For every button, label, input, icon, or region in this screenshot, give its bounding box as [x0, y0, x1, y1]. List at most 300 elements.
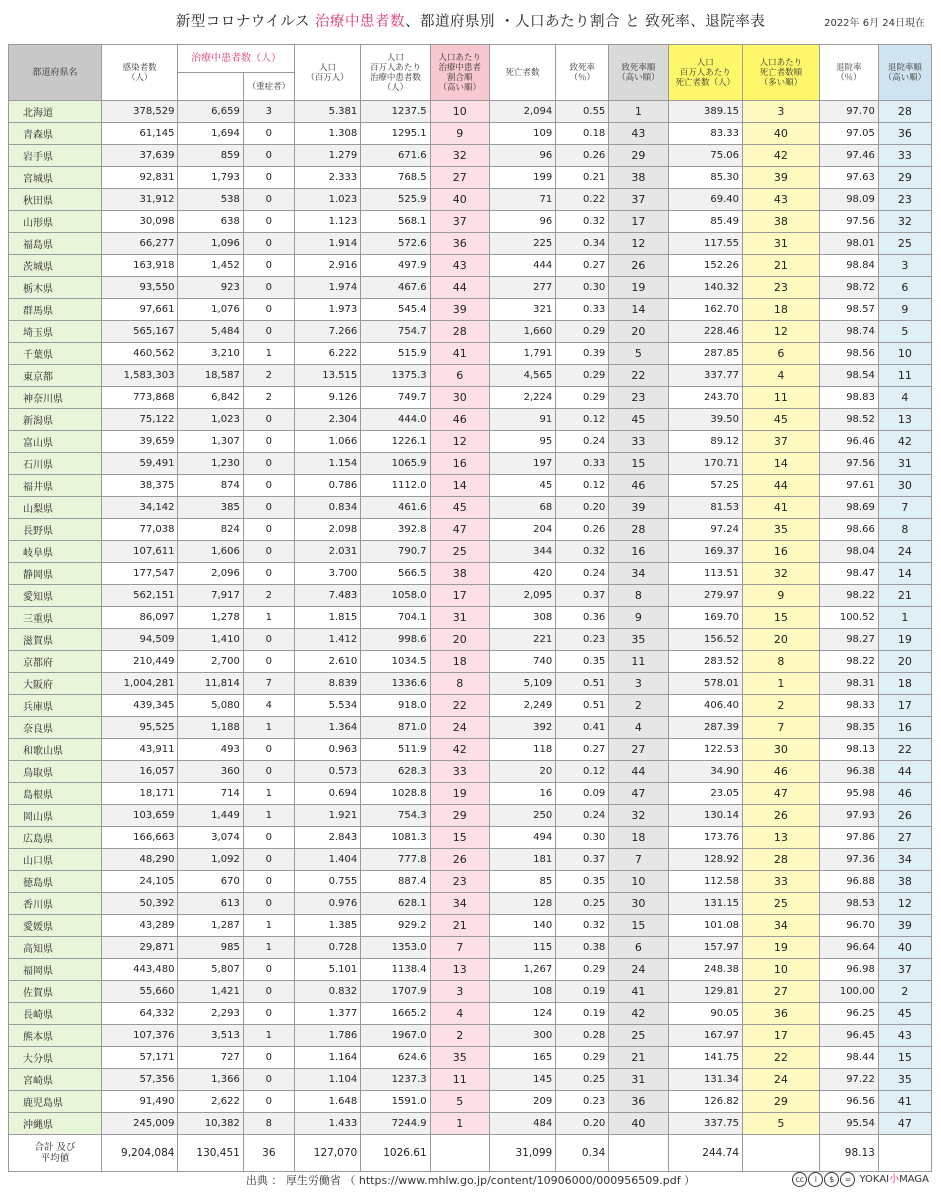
treating-cell: 1,278 [178, 607, 243, 629]
rank-discharge-cell: 34 [878, 849, 931, 871]
infected-cell: 443,480 [101, 959, 178, 981]
fatality-cell: 0.35 [556, 871, 609, 893]
infected-cell: 1,583,303 [101, 365, 178, 387]
severe-cell: 7 [243, 673, 294, 695]
severe-cell: 2 [243, 365, 294, 387]
header-rank-deaths: 人口あたり 死亡者数順 （多い順） [743, 45, 820, 101]
table-row [9, 673, 932, 695]
table-body [9, 101, 932, 1135]
deaths-per-million-cell: 169.37 [668, 541, 743, 563]
table-row [9, 937, 932, 959]
treating-cell: 874 [178, 475, 243, 497]
per-million-cell: 1591.0 [361, 1091, 430, 1113]
discharge-cell: 98.22 [819, 585, 878, 607]
severe-cell: 0 [243, 211, 294, 233]
fatality-cell: 0.12 [556, 475, 609, 497]
rank-discharge-cell: 8 [878, 519, 931, 541]
infected-cell: 86,097 [101, 607, 178, 629]
treating-cell: 1,023 [178, 409, 243, 431]
population-cell: 9.126 [294, 387, 360, 409]
rank-fatality-cell: 38 [609, 167, 668, 189]
pref-cell: 青森県 [9, 123, 102, 145]
discharge-cell: 96.25 [819, 1003, 878, 1025]
severe-cell: 1 [243, 915, 294, 937]
rank-treating-cell: 28 [430, 321, 489, 343]
table-row [9, 1113, 932, 1135]
discharge-cell: 100.00 [819, 981, 878, 1003]
table-row [9, 717, 932, 739]
population-cell: 1.433 [294, 1113, 360, 1135]
rank-fatality-cell: 40 [609, 1113, 668, 1135]
table-row [9, 849, 932, 871]
table-row [9, 343, 932, 365]
table-row [9, 233, 932, 255]
severe-cell: 0 [243, 497, 294, 519]
table-row [9, 189, 932, 211]
rank-discharge-cell: 30 [878, 475, 931, 497]
rank-fatality-cell: 19 [609, 277, 668, 299]
population-cell: 0.786 [294, 475, 360, 497]
rank-discharge-cell: 39 [878, 915, 931, 937]
rank-treating-cell: 31 [430, 607, 489, 629]
infected-cell: 38,375 [101, 475, 178, 497]
discharge-cell: 97.56 [819, 211, 878, 233]
rank-fatality-cell: 28 [609, 519, 668, 541]
fatality-cell: 0.29 [556, 387, 609, 409]
pref-cell: 高知県 [9, 937, 102, 959]
rank-treating-cell: 41 [430, 343, 489, 365]
title-suffix: 、都道府県別 ・人口あたり割合 と 致死率、退院率表 [404, 14, 766, 30]
per-million-cell: 998.6 [361, 629, 430, 651]
fatality-cell: 0.24 [556, 805, 609, 827]
rank-fatality-cell: 8 [609, 585, 668, 607]
deaths-cell: 95 [489, 431, 555, 453]
nc-icon: $ [824, 1172, 839, 1187]
deaths-per-million-cell: 69.40 [668, 189, 743, 211]
pref-cell: 神奈川県 [9, 387, 102, 409]
treating-cell: 1,307 [178, 431, 243, 453]
rank-treating-cell: 11 [430, 1069, 489, 1091]
severe-cell: 0 [243, 189, 294, 211]
cc-icon: cc [792, 1172, 807, 1187]
infected-cell: 24,105 [101, 871, 178, 893]
population-cell: 7.483 [294, 585, 360, 607]
discharge-cell: 98.84 [819, 255, 878, 277]
deaths-cell: 91 [489, 409, 555, 431]
population-cell: 3.700 [294, 563, 360, 585]
pref-cell: 東京都 [9, 365, 102, 387]
rank-discharge-cell: 10 [878, 343, 931, 365]
severe-cell: 0 [243, 233, 294, 255]
discharge-cell: 96.45 [819, 1025, 878, 1047]
total-deaths-per-million: 244.74 [668, 1135, 743, 1172]
fatality-cell: 0.24 [556, 431, 609, 453]
rank-fatality-cell: 6 [609, 937, 668, 959]
rank-discharge-cell: 27 [878, 827, 931, 849]
table-row [9, 1025, 932, 1047]
header-severe: （重症者） [243, 73, 294, 101]
infected-cell: 562,151 [101, 585, 178, 607]
per-million-cell: 568.1 [361, 211, 430, 233]
discharge-cell: 98.13 [819, 739, 878, 761]
deaths-cell: 277 [489, 277, 555, 299]
deaths-cell: 225 [489, 233, 555, 255]
pref-cell: 熊本県 [9, 1025, 102, 1047]
fatality-cell: 0.55 [556, 101, 609, 123]
severe-cell: 0 [243, 1003, 294, 1025]
pref-cell: 宮崎県 [9, 1069, 102, 1091]
rank-fatality-cell: 41 [609, 981, 668, 1003]
population-cell: 1.104 [294, 1069, 360, 1091]
table-row [9, 1047, 932, 1069]
rank-discharge-cell: 38 [878, 871, 931, 893]
rank-treating-cell: 19 [430, 783, 489, 805]
rank-deaths-cell: 27 [743, 981, 820, 1003]
rank-discharge-cell: 45 [878, 1003, 931, 1025]
rank-deaths-cell: 18 [743, 299, 820, 321]
pref-cell: 京都府 [9, 651, 102, 673]
per-million-cell: 1295.1 [361, 123, 430, 145]
discharge-cell: 100.52 [819, 607, 878, 629]
total-empty-1 [430, 1135, 489, 1172]
fatality-cell: 0.32 [556, 915, 609, 937]
table-row [9, 893, 932, 915]
pref-cell: 香川県 [9, 893, 102, 915]
rank-discharge-cell: 9 [878, 299, 931, 321]
rank-discharge-cell: 40 [878, 937, 931, 959]
table-row [9, 541, 932, 563]
per-million-cell: 1112.0 [361, 475, 430, 497]
per-million-cell: 628.1 [361, 893, 430, 915]
deaths-cell: 109 [489, 123, 555, 145]
fatality-cell: 0.23 [556, 629, 609, 651]
severe-cell: 0 [243, 541, 294, 563]
per-million-cell: 1138.4 [361, 959, 430, 981]
deaths-per-million-cell: 90.05 [668, 1003, 743, 1025]
deaths-per-million-cell: 117.55 [668, 233, 743, 255]
population-cell: 0.963 [294, 739, 360, 761]
title-highlight: 治療中患者数 [314, 14, 405, 30]
treating-cell: 2,700 [178, 651, 243, 673]
deaths-cell: 181 [489, 849, 555, 871]
infected-cell: 91,490 [101, 1091, 178, 1113]
rank-deaths-cell: 47 [743, 783, 820, 805]
deaths-per-million-cell: 34.90 [668, 761, 743, 783]
pref-cell: 山梨県 [9, 497, 102, 519]
rank-deaths-cell: 46 [743, 761, 820, 783]
deaths-cell: 1,267 [489, 959, 555, 981]
treating-cell: 10,382 [178, 1113, 243, 1135]
population-cell: 5.101 [294, 959, 360, 981]
rank-treating-cell: 12 [430, 431, 489, 453]
deaths-per-million-cell: 578.01 [668, 673, 743, 695]
deaths-per-million-cell: 85.49 [668, 211, 743, 233]
population-cell: 1.648 [294, 1091, 360, 1113]
fatality-cell: 0.09 [556, 783, 609, 805]
pref-cell: 和歌山県 [9, 739, 102, 761]
per-million-cell: 754.7 [361, 321, 430, 343]
deaths-cell: 1,791 [489, 343, 555, 365]
treating-cell: 1,452 [178, 255, 243, 277]
treating-cell: 2,096 [178, 563, 243, 585]
rank-fatality-cell: 17 [609, 211, 668, 233]
table-row [9, 277, 932, 299]
severe-cell: 0 [243, 519, 294, 541]
deaths-per-million-cell: 131.15 [668, 893, 743, 915]
rank-fatality-cell: 42 [609, 1003, 668, 1025]
population-cell: 1.815 [294, 607, 360, 629]
population-cell: 2.333 [294, 167, 360, 189]
infected-cell: 75,122 [101, 409, 178, 431]
rank-treating-cell: 45 [430, 497, 489, 519]
rank-fatality-cell: 47 [609, 783, 668, 805]
rank-discharge-cell: 7 [878, 497, 931, 519]
deaths-per-million-cell: 39.50 [668, 409, 743, 431]
pref-cell: 長野県 [9, 519, 102, 541]
table-row [9, 409, 932, 431]
rank-deaths-cell: 3 [743, 101, 820, 123]
pref-cell: 佐賀県 [9, 981, 102, 1003]
deaths-cell: 344 [489, 541, 555, 563]
deaths-per-million-cell: 97.24 [668, 519, 743, 541]
discharge-cell: 97.63 [819, 167, 878, 189]
rank-deaths-cell: 31 [743, 233, 820, 255]
table-row [9, 1091, 932, 1113]
population-cell: 1.308 [294, 123, 360, 145]
total-row [9, 1135, 932, 1172]
source-citation: 出典 ： 厚生労働省 （ https://www.mhlw.go.jp/content/10906000/000956509.pdf ） [245, 1174, 696, 1187]
deaths-cell: 2,095 [489, 585, 555, 607]
treating-cell: 5,484 [178, 321, 243, 343]
severe-cell: 0 [243, 277, 294, 299]
infected-cell: 57,356 [101, 1069, 178, 1091]
rank-fatality-cell: 44 [609, 761, 668, 783]
rank-fatality-cell: 31 [609, 1069, 668, 1091]
infected-cell: 16,057 [101, 761, 178, 783]
discharge-cell: 98.22 [819, 651, 878, 673]
pref-cell: 奈良県 [9, 717, 102, 739]
table-row [9, 497, 932, 519]
severe-cell: 0 [243, 321, 294, 343]
fatality-cell: 0.20 [556, 497, 609, 519]
rank-treating-cell: 27 [430, 167, 489, 189]
deaths-cell: 5,109 [489, 673, 555, 695]
rank-fatality-cell: 2 [609, 695, 668, 717]
population-cell: 1.154 [294, 453, 360, 475]
pref-cell: 鳥取県 [9, 761, 102, 783]
deaths-per-million-cell: 152.26 [668, 255, 743, 277]
deaths-per-million-cell: 57.25 [668, 475, 743, 497]
rank-deaths-cell: 36 [743, 1003, 820, 1025]
fatality-cell: 0.23 [556, 1091, 609, 1113]
per-million-cell: 545.4 [361, 299, 430, 321]
severe-cell: 0 [243, 1047, 294, 1069]
severe-cell: 0 [243, 453, 294, 475]
total-empty-3 [743, 1135, 820, 1172]
fatality-cell: 0.12 [556, 761, 609, 783]
header-rank-treating: 人口あたり 治療中患者 割合順 （高い順） [430, 45, 489, 101]
infected-cell: 48,290 [101, 849, 178, 871]
total-label: 合計 及び 平均値 [9, 1135, 102, 1172]
per-million-cell: 624.6 [361, 1047, 430, 1069]
rank-discharge-cell: 16 [878, 717, 931, 739]
pref-cell: 広島県 [9, 827, 102, 849]
deaths-cell: 300 [489, 1025, 555, 1047]
rank-deaths-cell: 8 [743, 651, 820, 673]
rank-deaths-cell: 37 [743, 431, 820, 453]
rank-deaths-cell: 42 [743, 145, 820, 167]
fatality-cell: 0.25 [556, 893, 609, 915]
per-million-cell: 929.2 [361, 915, 430, 937]
fatality-cell: 0.41 [556, 717, 609, 739]
pref-cell: 大阪府 [9, 673, 102, 695]
rank-discharge-cell: 23 [878, 189, 931, 211]
rank-treating-cell: 8 [430, 673, 489, 695]
rank-discharge-cell: 29 [878, 167, 931, 189]
total-empty-4 [878, 1135, 931, 1172]
pref-cell: 岩手県 [9, 145, 102, 167]
pref-cell: 新潟県 [9, 409, 102, 431]
rank-deaths-cell: 22 [743, 1047, 820, 1069]
total-population: 127,070 [294, 1135, 360, 1172]
discharge-cell: 96.98 [819, 959, 878, 981]
treating-cell: 670 [178, 871, 243, 893]
rank-deaths-cell: 21 [743, 255, 820, 277]
per-million-cell: 572.6 [361, 233, 430, 255]
deaths-cell: 2,224 [489, 387, 555, 409]
deaths-per-million-cell: 131.34 [668, 1069, 743, 1091]
rank-treating-cell: 13 [430, 959, 489, 981]
pref-cell: 滋賀県 [9, 629, 102, 651]
population-cell: 1.973 [294, 299, 360, 321]
severe-cell: 2 [243, 387, 294, 409]
table-row [9, 651, 932, 673]
pref-cell: 山口県 [9, 849, 102, 871]
deaths-per-million-cell: 140.32 [668, 277, 743, 299]
severe-cell: 0 [243, 1091, 294, 1113]
rank-deaths-cell: 10 [743, 959, 820, 981]
fatality-cell: 0.51 [556, 695, 609, 717]
population-cell: 8.839 [294, 673, 360, 695]
pref-cell: 兵庫県 [9, 695, 102, 717]
rank-treating-cell: 17 [430, 585, 489, 607]
pref-cell: 千葉県 [9, 343, 102, 365]
rank-deaths-cell: 2 [743, 695, 820, 717]
table-row [9, 299, 932, 321]
rank-fatality-cell: 21 [609, 1047, 668, 1069]
discharge-cell: 98.54 [819, 365, 878, 387]
deaths-per-million-cell: 162.70 [668, 299, 743, 321]
total-treating: 130,451 [178, 1135, 243, 1172]
population-cell: 1.066 [294, 431, 360, 453]
table-row [9, 981, 932, 1003]
rank-treating-cell: 18 [430, 651, 489, 673]
rank-discharge-cell: 22 [878, 739, 931, 761]
rank-deaths-cell: 11 [743, 387, 820, 409]
fatality-cell: 0.35 [556, 651, 609, 673]
discharge-cell: 98.56 [819, 343, 878, 365]
rank-fatality-cell: 37 [609, 189, 668, 211]
discharge-cell: 98.52 [819, 409, 878, 431]
rank-fatality-cell: 26 [609, 255, 668, 277]
rank-discharge-cell: 2 [878, 981, 931, 1003]
per-million-cell: 1353.0 [361, 937, 430, 959]
table-row [9, 761, 932, 783]
per-million-cell: 628.3 [361, 761, 430, 783]
page-title [0, 10, 941, 31]
header-fatality: 致死率 （％） [556, 45, 609, 101]
infected-cell: 177,547 [101, 563, 178, 585]
table-row [9, 145, 932, 167]
table-row [9, 585, 932, 607]
deaths-cell: 250 [489, 805, 555, 827]
per-million-cell: 511.9 [361, 739, 430, 761]
rank-fatality-cell: 33 [609, 431, 668, 453]
rank-deaths-cell: 28 [743, 849, 820, 871]
rank-treating-cell: 46 [430, 409, 489, 431]
deaths-cell: 124 [489, 1003, 555, 1025]
rank-deaths-cell: 40 [743, 123, 820, 145]
deaths-per-million-cell: 85.30 [668, 167, 743, 189]
rank-fatality-cell: 35 [609, 629, 668, 651]
per-million-cell: 1336.6 [361, 673, 430, 695]
severe-cell: 0 [243, 431, 294, 453]
per-million-cell: 749.7 [361, 387, 430, 409]
discharge-cell: 98.04 [819, 541, 878, 563]
discharge-cell: 95.54 [819, 1113, 878, 1135]
population-cell: 0.755 [294, 871, 360, 893]
deaths-per-million-cell: 23.05 [668, 783, 743, 805]
severe-cell: 0 [243, 145, 294, 167]
table-row [9, 871, 932, 893]
fatality-cell: 0.21 [556, 167, 609, 189]
treating-cell: 613 [178, 893, 243, 915]
rank-deaths-cell: 34 [743, 915, 820, 937]
deaths-per-million-cell: 337.75 [668, 1113, 743, 1135]
rank-treating-cell: 32 [430, 145, 489, 167]
discharge-cell: 97.70 [819, 101, 878, 123]
deaths-per-million-cell: 122.53 [668, 739, 743, 761]
rank-deaths-cell: 13 [743, 827, 820, 849]
infected-cell: 460,562 [101, 343, 178, 365]
severe-cell: 0 [243, 739, 294, 761]
pref-cell: 山形県 [9, 211, 102, 233]
deaths-cell: 221 [489, 629, 555, 651]
deaths-cell: 444 [489, 255, 555, 277]
rank-treating-cell: 22 [430, 695, 489, 717]
infected-cell: 166,663 [101, 827, 178, 849]
infected-cell: 210,449 [101, 651, 178, 673]
discharge-cell: 97.22 [819, 1069, 878, 1091]
table-row [9, 387, 932, 409]
per-million-cell: 790.7 [361, 541, 430, 563]
rank-treating-cell: 34 [430, 893, 489, 915]
discharge-cell: 98.35 [819, 717, 878, 739]
brand-text-2: MAGA [899, 1174, 929, 1185]
rank-fatality-cell: 15 [609, 915, 668, 937]
deaths-per-million-cell: 157.97 [668, 937, 743, 959]
total-severe: 36 [243, 1135, 294, 1172]
pref-cell: 福島県 [9, 233, 102, 255]
population-cell: 5.381 [294, 101, 360, 123]
rank-treating-cell: 15 [430, 827, 489, 849]
table-row [9, 211, 932, 233]
per-million-cell: 1034.5 [361, 651, 430, 673]
treating-cell: 1,287 [178, 915, 243, 937]
table-row [9, 959, 932, 981]
table-row [9, 695, 932, 717]
infected-cell: 93,550 [101, 277, 178, 299]
